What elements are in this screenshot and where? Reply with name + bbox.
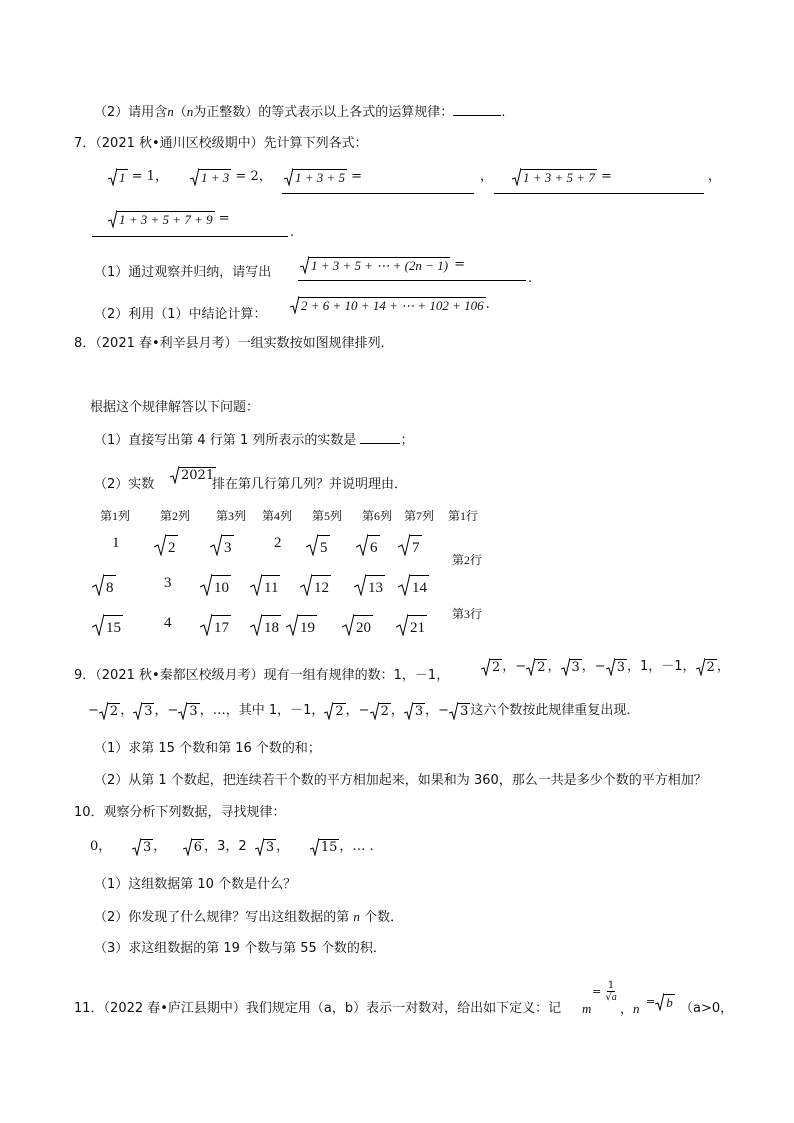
radical-sign-icon [300, 574, 312, 596]
answer-blank[interactable] [282, 181, 474, 194]
comma: ， [276, 839, 290, 854]
table-cell-sqrt [210, 534, 234, 556]
table-cell-value: 2 [274, 535, 282, 551]
q8-part1-text: （1）直接写出第 4 行第 1 列所表示的实数是 [94, 433, 357, 448]
var-n: n [633, 1001, 640, 1016]
table-cell-sqrt [286, 614, 317, 636]
table-cell-sqrt [306, 534, 330, 556]
table-cell-sqrt [342, 614, 373, 636]
sqrt-2: 2 [526, 658, 547, 676]
period: . [501, 105, 506, 120]
radical-sign-icon [655, 993, 664, 1011]
sqrt-6: 6 [183, 838, 204, 856]
q9-part1: （1）求第 15 个数和第 16 个数的和； [94, 741, 321, 756]
zero: 0， [90, 839, 112, 854]
sqrt-2: 2 [696, 658, 717, 676]
equals: = [646, 995, 656, 1008]
radical-sign-icon [310, 838, 319, 856]
radical-sign-icon [306, 534, 318, 556]
table-cell-value: 1 [112, 535, 120, 551]
q8-part1 [94, 431, 414, 450]
sqrt-3: 3 [404, 702, 425, 720]
sqrt-2021: 2021 [170, 466, 216, 484]
answer-blank[interactable] [360, 431, 400, 444]
sqrt-13 [354, 574, 385, 596]
table-cell-sqrt [92, 614, 123, 636]
q11-n-def [620, 1000, 640, 1019]
radicand: 13 [366, 575, 385, 596]
q8-header: 8．（2021 春•利辛县月考）一组实数按如图规律排列． [74, 336, 394, 351]
radicand: 5 [318, 535, 330, 556]
seq-text: ，…，其中 1，－1， [199, 703, 325, 718]
q6-part2-text: 为正整数）的等式表示以上各式的运算规律： [193, 105, 454, 120]
rhs: = [450, 257, 466, 272]
comma: ， [120, 703, 134, 718]
sqrt-3: 3 [255, 838, 276, 856]
q7-header: 7．（2021 秋•通川区校级期中）先计算下列各式： [74, 136, 368, 151]
minus: − [594, 659, 606, 674]
sqrt-15 [92, 614, 123, 636]
radical-sign-icon [190, 168, 199, 186]
paren: （ [173, 105, 187, 120]
radical-sign-icon [210, 534, 222, 556]
q8-intro: 根据这个规律解答以下问题： [90, 400, 260, 415]
radical-sign-icon [178, 702, 187, 720]
rhs: = [214, 211, 230, 226]
sqrt-odd-sum: 1 + 3 + 5 + ⋯ + (2n − 1) [300, 256, 450, 274]
answer-blank[interactable] [494, 181, 704, 194]
comma: ， [390, 703, 404, 718]
table-cell-sqrt [354, 574, 385, 596]
q9-header: 9．（2021 秋•秦都区校级月考）现有一组有规律的数：1，－1， [74, 668, 450, 683]
var-m: m [582, 1001, 592, 1016]
col-header-6: 第6列 [362, 509, 393, 523]
sqrt-2: 2 [99, 702, 120, 720]
radicand: 12 [312, 575, 331, 596]
radicand: 17 [212, 615, 231, 636]
q7-part1-text: （1）通过观察并归纳，请写出 [94, 265, 272, 280]
radical-sign-icon [561, 658, 570, 676]
radical-sign-icon [250, 614, 262, 636]
radical-sign-icon [404, 702, 413, 720]
minus: − [515, 659, 527, 674]
radical-sign-icon [108, 168, 117, 186]
radical-sign-icon [396, 614, 408, 636]
sqrt-even-sum: 2 + 6 + 10 + 14 + ⋯ + 102 + 106 [290, 296, 486, 314]
comma: ， [258, 169, 272, 184]
radical-sign-icon [354, 574, 366, 596]
sqrt-10 [200, 574, 231, 596]
radical-sign-icon [255, 838, 264, 856]
table-cell-sqrt [398, 574, 429, 596]
radical-sign-icon [132, 838, 141, 856]
col-header-7: 第7列 [404, 509, 435, 523]
q10-part2 [94, 908, 403, 927]
radicand: 3 [222, 535, 234, 556]
sqrt-3: 3 [133, 702, 154, 720]
sqrt-1-3-5: 1 + 3 + 5 [284, 168, 347, 186]
semicolon: ； [400, 433, 414, 448]
table-cell-sqrt [154, 534, 178, 556]
answer-blank[interactable] [298, 268, 526, 281]
sqrt-3: 3 [132, 838, 153, 856]
rhs: = [596, 169, 612, 184]
sqrt-3 [210, 534, 234, 556]
sqrt-14 [398, 574, 429, 596]
radicand: 14 [410, 575, 429, 596]
q11-m-expr [592, 980, 617, 1003]
sqrt-2: 2 [324, 702, 345, 720]
comma: ， [547, 659, 561, 674]
sqrt-1-3: 1 + 3 [190, 168, 231, 186]
equals: = [592, 985, 602, 998]
radical-sign-icon [154, 534, 166, 556]
rhs: = 1 [127, 169, 155, 184]
comma: ， [425, 703, 439, 718]
radicand: 20 [354, 615, 373, 636]
ellipsis: ，… . [339, 839, 374, 854]
sqrt-3: 3 [178, 702, 199, 720]
radical-sign-icon [398, 574, 410, 596]
table-cell-sqrt [92, 574, 116, 596]
sqrt-17 [200, 614, 231, 636]
radical-sign-icon [133, 702, 142, 720]
sqrt-3: 3 [561, 658, 582, 676]
q10-part3: （3）求这组数据的第 19 个数与第 55 个数的积． [94, 941, 386, 956]
period: . [528, 271, 533, 286]
q9-part2: （2）从第 1 个数起，把连续若干个数的平方相加起来，如果和为 360，那么一共是多少个数的平方相加？ [94, 773, 707, 788]
radical-sign-icon [606, 658, 615, 676]
row-label-3: 第3行 [452, 607, 483, 621]
seq-ones: ，1，－1， [626, 659, 696, 674]
table-cell-sqrt [398, 534, 422, 556]
comma: ， [502, 659, 516, 674]
col-header-4: 第4列 [262, 509, 293, 523]
row-label-2: 第2行 [452, 553, 483, 567]
sqrt-8 [92, 574, 116, 596]
q10-part2-prefix: （2）你发现了什么规律？写出这组数据的第 [94, 910, 350, 925]
radicand: 21 [408, 615, 427, 636]
table-cell-sqrt [200, 614, 231, 636]
row-label-1: 第1行 [448, 509, 479, 523]
radical-sign-icon [342, 614, 354, 636]
comma: ， [154, 703, 168, 718]
seq-text: 这六个数按此规律重复出现． [470, 703, 640, 718]
table-cell-sqrt [356, 534, 380, 556]
q10-part2-suffix: 个数． [364, 910, 404, 925]
q11-header: 11．（2022 春•庐江县期中）我们规定用（a，b）表示一对数对，给出如下定义：记 [74, 1001, 562, 1016]
minus: − [88, 703, 99, 718]
answer-blank[interactable] [92, 224, 288, 237]
q8-part2-expr [170, 466, 216, 484]
table-cell-sqrt [300, 574, 331, 596]
col-header-2: 第2列 [160, 509, 191, 523]
var-n: n [353, 909, 360, 924]
comma: ， [154, 169, 168, 184]
comma: ， [480, 169, 494, 184]
sqrt-2: 2 [370, 702, 391, 720]
sqrt-b: b [655, 993, 675, 1011]
radicand: 2 [166, 535, 178, 556]
radicand: 8 [104, 575, 116, 596]
sqrt-12 [300, 574, 331, 596]
period: . [290, 225, 295, 240]
sqrt-2 [154, 534, 178, 556]
comma: ， [708, 169, 722, 184]
period: . [485, 297, 490, 312]
radical-sign-icon [183, 838, 192, 856]
radical-sign-icon [200, 574, 212, 596]
q9-seq-line2 [88, 702, 639, 720]
rhs: = [347, 169, 363, 184]
radical-sign-icon [449, 702, 458, 720]
q10-part1: （1）这组数据第 10 个数是什么？ [94, 877, 297, 892]
radicand: 7 [410, 535, 422, 556]
seq-text: ，3，2 [204, 839, 247, 854]
sqrt-3: 3 [449, 702, 470, 720]
minus: − [358, 703, 370, 718]
q11-n-expr [646, 993, 675, 1011]
sqrt-3: 3 [606, 658, 627, 676]
rhs: = 2 [231, 169, 259, 184]
minus: − [438, 703, 450, 718]
sqrt-1-3-5-7: 1 + 3 + 5 + 7 [512, 168, 597, 186]
sqrt-21 [396, 614, 427, 636]
denominator: √a [605, 992, 617, 1003]
radical-sign-icon [290, 296, 299, 314]
radical-sign-icon [370, 702, 379, 720]
q10-header: 10．观察分析下列数据，寻找规律： [74, 805, 286, 820]
var-n: n [186, 104, 194, 119]
fraction [605, 980, 616, 1003]
radicand: 15 [104, 615, 123, 636]
q7-part2-text: （2）利用（1）中结论计算： [94, 307, 267, 322]
radical-sign-icon [250, 574, 262, 596]
q9-seq-line1 [481, 658, 730, 676]
sqrt-11 [250, 574, 280, 596]
q7-expr-line1 [108, 168, 168, 186]
radical-sign-icon [398, 534, 410, 556]
q7-part2-expr [290, 296, 490, 314]
q10-sequence [90, 838, 374, 856]
col-header-1: 第1列 [100, 509, 131, 523]
radicand: 11 [262, 575, 280, 596]
q6-part2 [94, 103, 505, 122]
comma: ， [581, 659, 595, 674]
radical-sign-icon [200, 614, 212, 636]
radicand: 6 [368, 535, 380, 556]
table-cell-sqrt [200, 574, 231, 596]
q8-part2-suffix: 排在第几行第几列？并说明理由． [212, 477, 408, 492]
table-cell-sqrt [250, 574, 280, 596]
radical-sign-icon [99, 702, 108, 720]
radical-sign-icon [92, 574, 104, 596]
radical-sign-icon [696, 658, 705, 676]
sqrt-15: 15 [310, 838, 340, 856]
q6-part2-prefix: （2）请用含 [94, 105, 168, 120]
comma: ， [716, 659, 730, 674]
sqrt-5 [306, 534, 330, 556]
q7-expr-2 [190, 168, 272, 186]
radicand: 19 [298, 615, 317, 636]
table-cell-value: 4 [164, 615, 172, 631]
radical-sign-icon [526, 658, 535, 676]
sqrt-20 [342, 614, 373, 636]
sqrt-6 [356, 534, 380, 556]
q8-part2-prefix: （2）实数 [94, 477, 155, 492]
radical-sign-icon [356, 534, 368, 556]
col-header-3: 第3列 [216, 509, 247, 523]
table-cell-value: 3 [164, 575, 172, 591]
q11-m-def [582, 1000, 591, 1019]
comma: ， [620, 1002, 634, 1017]
comma: ， [345, 703, 359, 718]
sqrt-19 [286, 614, 317, 636]
radicand: 10 [212, 575, 231, 596]
sqrt-7 [398, 534, 422, 556]
radical-sign-icon [170, 466, 179, 484]
radical-sign-icon [92, 614, 104, 636]
col-header-5: 第5列 [312, 509, 343, 523]
sqrt-1: 1 [108, 168, 128, 186]
table-cell-sqrt [250, 614, 281, 636]
var-n: n [167, 104, 174, 119]
comma: ， [153, 839, 167, 854]
answer-blank[interactable] [453, 103, 501, 116]
sqrt-2: 2 [481, 658, 502, 676]
radical-sign-icon [324, 702, 333, 720]
q11-tail: （a>0， [680, 1001, 734, 1016]
minus: − [167, 703, 179, 718]
numerator: 1 [607, 980, 615, 991]
table-cell-sqrt [396, 614, 427, 636]
sqrt-18 [250, 614, 281, 636]
sqrt-1-3-5-7-9: 1 + 3 + 5 + 7 + 9 [108, 210, 215, 228]
radical-sign-icon [481, 658, 490, 676]
radicand: 18 [262, 615, 281, 636]
radical-sign-icon [286, 614, 298, 636]
